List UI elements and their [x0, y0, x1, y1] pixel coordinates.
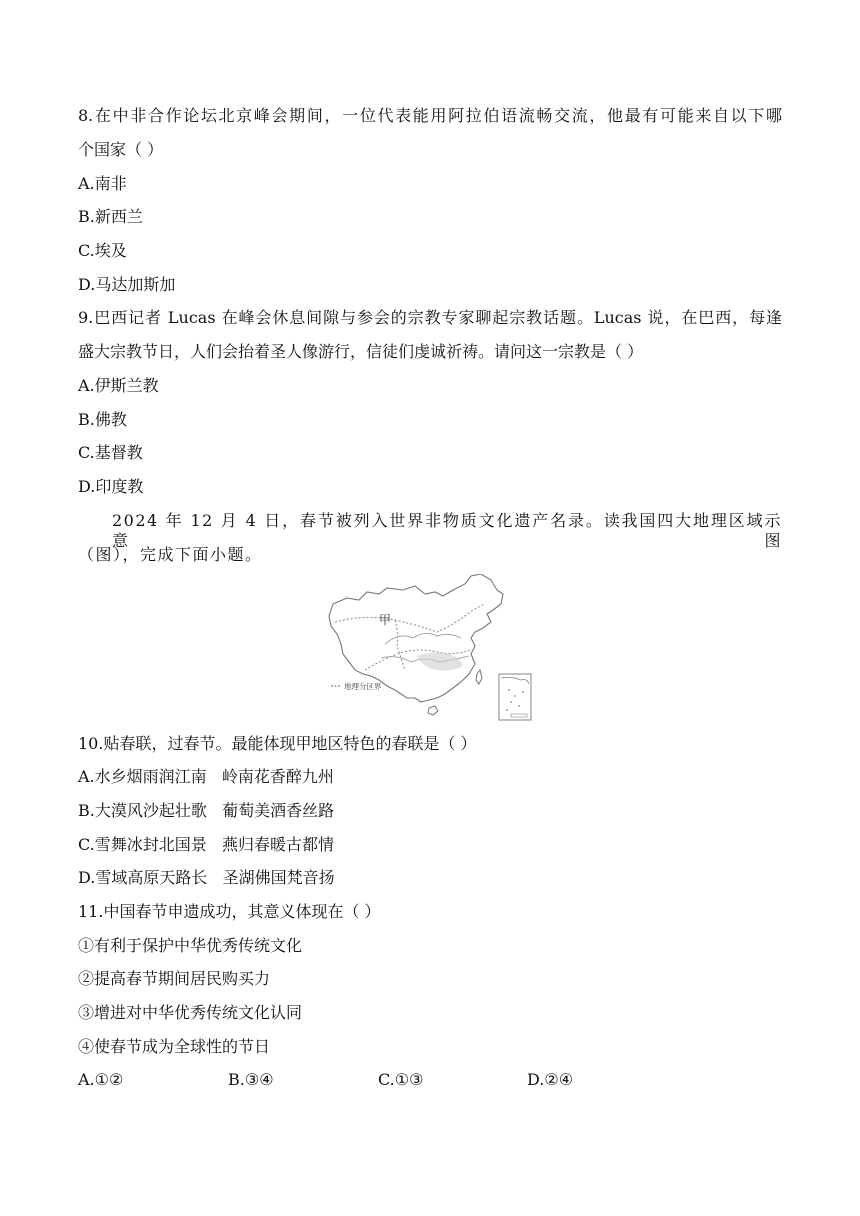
intro-line1: 2024 年 12 月 4 日，春节被列入世界非物质文化遗产名录。读我国四大地理区域示意图: [112, 511, 782, 550]
q11-stem: 11.中国春节申遗成功，其意义体现在（ ）: [78, 902, 381, 921]
q10-option-b: B.大漠风沙起壮歌 葡萄美酒香丝路: [78, 801, 335, 820]
q11-option-b: B.③④: [228, 1070, 274, 1089]
china-regions-map: [325, 574, 535, 722]
q11-item-4: ④使春节成为全球性的节日: [78, 1037, 271, 1056]
south-sea-inset: [499, 674, 531, 720]
q8-stem-line2: 个国家（ ）: [78, 140, 164, 159]
q10-option-d: D.雪域高原天路长 圣湖佛国梵音扬: [78, 868, 335, 887]
q11-option-c: C.①③: [378, 1070, 424, 1089]
q10-option-c: C.雪舞冰封北国景 燕归春暖古都情: [78, 835, 335, 854]
q10-stem: 10.贴春联，过春节。最能体现甲地区特色的春联是（ ）: [78, 734, 477, 753]
q9-option-a: A.伊斯兰教: [78, 376, 159, 395]
q8-option-d: D.马达加斯加: [78, 275, 176, 294]
q11-item-1: ①有利于保护中华优秀传统文化: [78, 936, 303, 955]
q8-stem-line1: 8.在中非合作论坛北京峰会期间，一位代表能用阿拉伯语流畅交流，他最有可能来自以下哪: [78, 106, 782, 125]
intro-line2: （图），完成下面小题。: [78, 545, 263, 564]
q9-stem-line2: 盛大宗教节日，人们会抬着圣人像游行，信徒们虔诚祈祷。请问这一宗教是（ ）: [78, 342, 644, 361]
q11-option-a: A.①②: [78, 1070, 124, 1089]
q10-option-a: A.水乡烟雨润江南 岭南花香醉九州: [78, 767, 334, 786]
q9-option-c: C.基督教: [78, 443, 143, 462]
q8-option-b: B.新西兰: [78, 207, 143, 226]
q8-option-c: C.埃及: [78, 241, 127, 260]
map-figure: [325, 574, 535, 722]
q9-option-b: B.佛教: [78, 410, 127, 429]
hainan-island: [428, 706, 438, 715]
q11-option-d: D.②④: [527, 1070, 574, 1089]
q8-option-a: A.南非: [78, 174, 127, 193]
q11-item-2: ②提高春节期间居民购买力: [78, 969, 271, 988]
q11-item-3: ③增进对中华优秀传统文化认同: [78, 1003, 303, 1022]
q9-stem-line1: 9.巴西记者 Lucas 在峰会休息间隙与参会的宗教专家聊起宗教话题。Lucas 说，在巴西，每逢: [78, 308, 782, 327]
region-label-jia: 甲: [379, 613, 392, 627]
q9-option-d: D.印度教: [78, 477, 144, 496]
taiwan-island: [476, 670, 482, 684]
legend-label: 地理分区界: [344, 682, 382, 691]
